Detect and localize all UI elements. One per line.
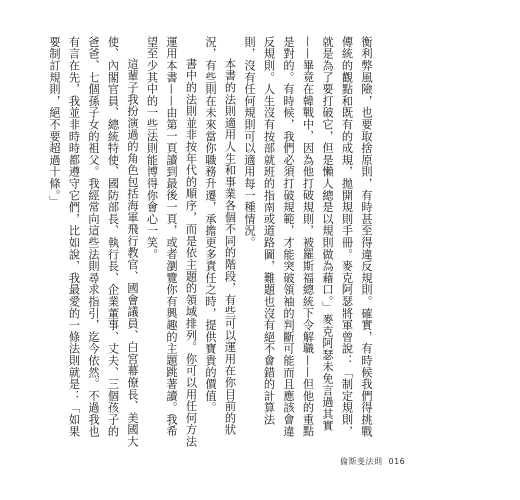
running-title: 倫斯斐法則	[340, 457, 383, 466]
body-text	[48, 36, 376, 448]
paragraph-4: 這輩子我扮演過的角色包括海軍飛行教官、國會議員、白宮幕僚長、美國大使、內閣官員、總統特使、國防部長、執行長、企業董事、丈夫、三個孩子的爸爸、七個孫子女的祖父。我經常向這些法則尋求指引，迄今依然。不過我也有言在先，我並非時時都遵守它們，比如說，我最愛的一條法則就是：「如果要制訂規則，絕不要超過十條。」	[48, 36, 139, 448]
paragraph-2: 本書的法則適用人生和事業各個不同的階段，有些可以運用在你目前的狀況，有些則在未來當你職務升遷，承擔更多責任之時，提供寶貴的價值。	[204, 36, 237, 436]
paragraph-1: 衡利弊風險，也要取捨原則，有時甚至得違反規則。確實，有時候我們得挑戰傳統的觀點和既有的成規，拋開規則手冊。麥克阿瑟將軍曾說：「制定規則，就是為了要打破它，但是懶人總是以規則做為藉口。」麥克阿瑟未免言過其實——畢竟在韓戰中，因為他打破規則，被羅斯福總統下令解職——但他的重點是對的。有時候，我們必須打破規範，才能突破領袖的判斷可能而且應該會違反規則。人生沒有按部就班的指南或道路圖，難題也沒有絕不會錯的計算法則，沒有任何規則可以適用每一種情況。	[243, 36, 373, 438]
page-footer	[340, 456, 405, 467]
paragraph-3: 書中的法則並非按年代的順序，而是依主題的領域排列。你可以用任何方法運用本書——由第一頁讀到最後一頁，或者瀏覽你有興趣的主題跳著讀。我希望至少其中的一些法則能博得你會心一笑。	[145, 36, 198, 448]
page-number: 016	[388, 457, 406, 466]
